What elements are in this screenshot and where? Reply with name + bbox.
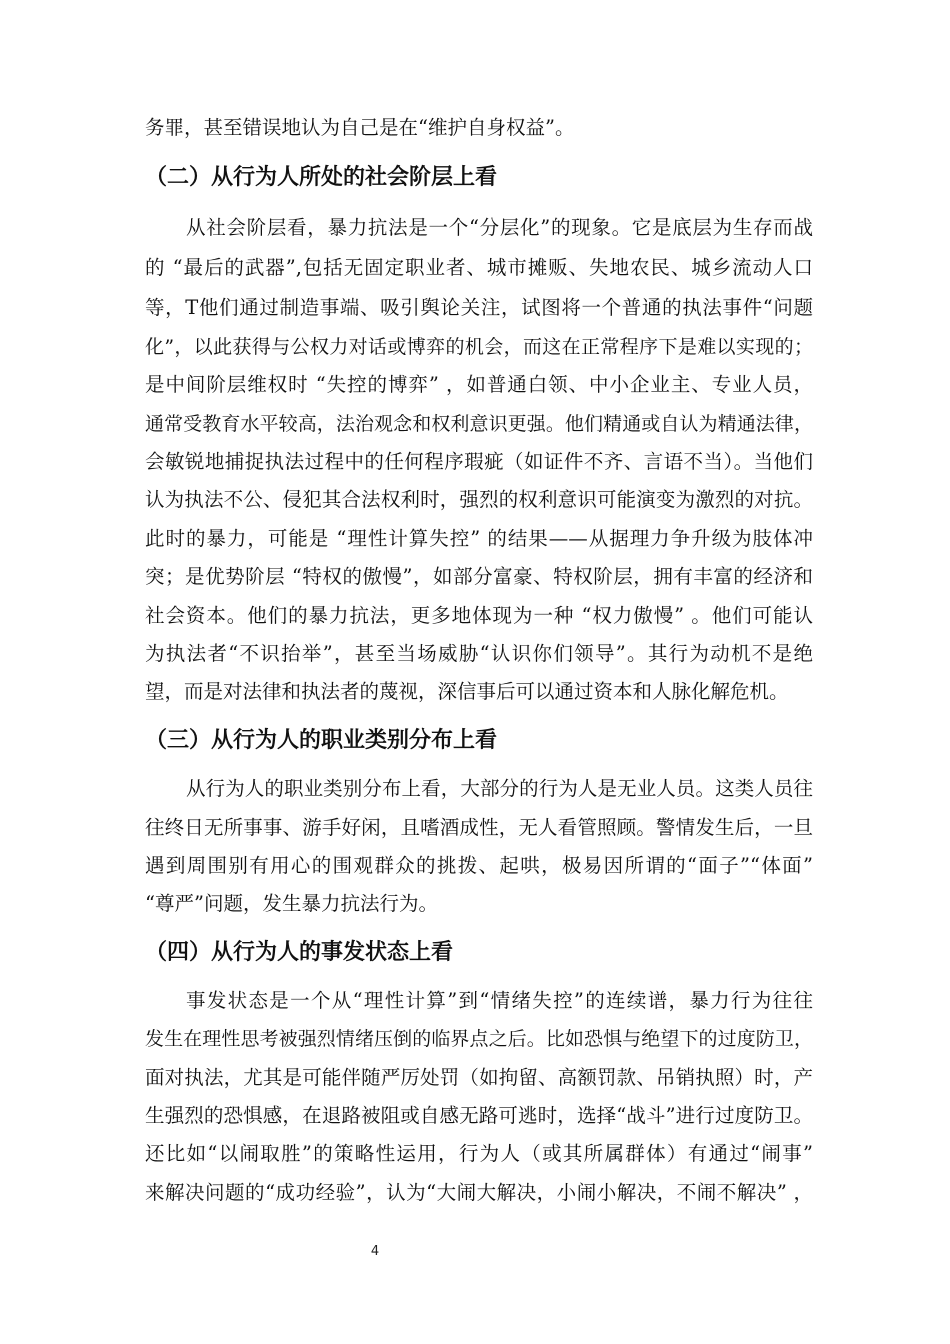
paragraph-line: 突；是优势阶层 “特权的傲慢”，如部分富豪、特权阶层，拥有丰富的经济和 [145,565,813,588]
paragraph-line: 发生在理性思考被强烈情绪压倒的临界点之后。比如恐惧与绝望下的过度防卫， [145,1028,813,1050]
paragraph-line: 此时的暴力，可能是 “理性计算失控” 的结果——从据理力争升级为肢体冲 [145,527,813,550]
paragraph-line: 生强烈的恐惧感，在退路被阻或自感无路可逃时，选择“战斗”进行过度防卫。 [145,1104,813,1127]
paragraph-line: 是中间阶层维权时 “失控的博弈” ，如普通白领、中小企业主、专业人员， [145,373,813,396]
paragraph-line: 社会资本。他们的暴力抗法，更多地体现为一种 “权力傲慢” 。他们可能认 [145,604,813,627]
paragraph-line: 会敏锐地捕捉执法过程中的任何程序瑕疵（如证件不齐、言语不当）。当他们 [145,450,813,473]
paragraph-line: 务罪，甚至错误地认为自己是在“维护自身权益”。 [145,116,575,139]
paragraph-line: 从社会阶层看，暴力抗法是一个“分层化”的现象。它是底层为生存而战 [186,216,813,239]
paragraph-line: 的 “最后的武器”,包括无固定职业者、城市摊贩、失地农民、城乡流动人口 [145,256,813,279]
page-number: 4 [370,1244,380,1259]
paragraph-line: 往终日无所事事、游手好闲，且嗜酒成性，无人看管照顾。警情发生后，一旦 [145,816,813,839]
paragraph-line: 面对执法，尤其是可能伴随严厉处罚（如拘留、高额罚款、吊销执照）时，产 [145,1066,813,1089]
paragraph-line: 来解决问题的“成功经验”，认为“大闹大解决，小闹小解决，不闹不解决” ， [145,1181,813,1204]
section-heading: （四）从行为人的事发状态上看 [145,940,454,965]
paragraph-line: 事发状态是一个从“理性计算”到“情绪失控”的连续谱，暴力行为往往 [186,989,813,1012]
paragraph-line: 望，而是对法律和执法者的蔑视，深信事后可以通过资本和人脉化解危机。 [145,680,789,703]
section-heading: （三）从行为人的职业类别分布上看 [145,728,498,753]
paragraph-line: 为执法者“不识抬举”，甚至当场威胁“认识你们领导”。其行为动机不是绝 [145,642,813,665]
paragraph-line: 还比如“以闹取胜”的策略性运用，行为人（或其所属群体）有通过“闹事” [145,1142,813,1165]
paragraph-line: 从行为人的职业类别分布上看，大部分的行为人是无业人员。这类人员往 [186,777,813,800]
paragraph-line: 认为执法不公、侵犯其合法权利时，强烈的权利意识可能演变为激烈的对抗。 [145,488,813,511]
paragraph-line: “尊严”问题，发生暴力抗法行为。 [145,892,438,915]
section-heading: （二）从行为人所处的社会阶层上看 [145,165,498,190]
paragraph-line: 化”，以此获得与公权力对话或博弈的机会，而这在正常程序下是难以实现的； [145,336,813,358]
paragraph-line: 等，T他们通过制造事端、吸引舆论关注，试图将一个普通的执法事件“问题 [145,296,813,319]
paragraph-line: 遇到周围别有用心的围观群众的挑拨、起哄，极易因所谓的“面子”“体面” [145,854,813,877]
paragraph-line: 通常受教育水平较高，法治观念和权利意识更强。他们精通或自认为精通法律， [145,413,813,435]
